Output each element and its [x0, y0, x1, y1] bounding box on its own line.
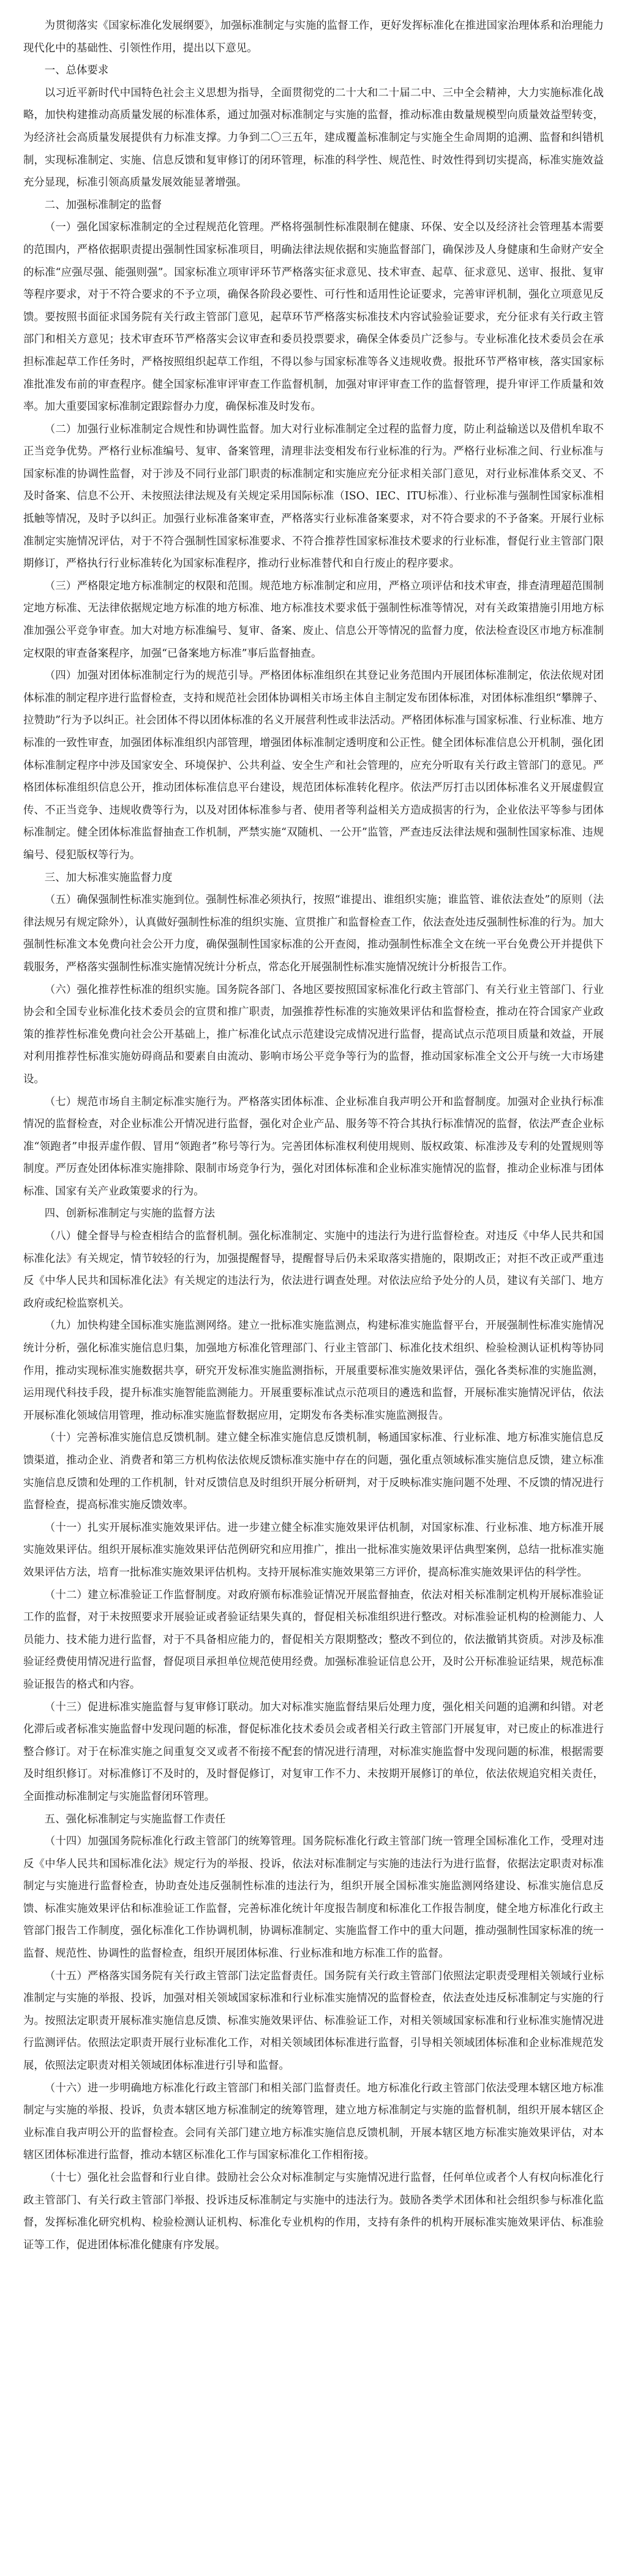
body-paragraph: （十三）促进标准实施监督与复审修订联动。加大对标准实施监督结果后处理力度，强化相关问题的追溯和纠错。对老化滞后或者标准实施监督中发现问题的标准，督促标准化技术委员会或者相关行政主管部门开展复审，对已废止的标准进行整合修订。对于在标准实施之间重复交叉或者不衔接不配套的情况进行清理，对标准实施监督中发现问题的标准，根据需要及时组织修订。对标准修订不及时的，及时督促修订，对复审工作不力、未按期开展修订的单位，依法依规追究相关责任，全面推动标准制定与实施监督闭环管理。: [23, 1701, 604, 1803]
body-paragraph: （十六）进一步明确地方标准化行政主管部门和相关部门监督责任。地方标准化行政主管部门依法受理本辖区地方标准制定与实施的举报、投诉，负责本辖区地方标准制定的统筹管理，建立地方标准制定与实施的监督机制，组织开展本辖区企业标准自我声明公开的监督检查。会同有关部门建立地方标准实施信息反馈机制，开展本辖区地方标准实施效果评估，对本辖区团体标准进行监督，推动本辖区标准化工作与国家标准化工作相衔接。: [23, 2082, 604, 2162]
body-paragraph: （一）强化国家标准制定的全过程规范化管理。严格将强制性标准限制在健康、环保、安全以及经济社会管理基本需要的范围内，严格依据职责提出强制性国家标准项目，明确法律法规依据和实施监督部门，确保涉及人身健康和生命财产安全的标准“应强尽强、能强则强”。国家标准立项审评环节严格落实征求意见、技术审查、起草、征求意见、送审、报批、复审等程序要求，对于不符合要求的不予立项，确保各阶段必要性、可行性和适用性论证要求，完善审评机制，强化立项意见反馈。要按照书面征求国务院有关行政主管部门意见，起草环节严格落实标准技术内容试验验证要求，充分征求有关行政主管部门和相关方意见；技术审查环节严格落实会议审查和委员投票要求，确保全体委员广泛参与。专业标准化技术委员会在承担标准起草工作任务时，严格按照组织起草工作组，不得以参与国家标准等各义违规收费。报批环节严格审核，落实国家标准批准发布前的审查程序。健全国家标准审评审查工作监督机制，加强对审评审查工作的监督管理，提升审评工作质量和效率。加大重要国家标准制定跟踪督办力度，确保标准及时发布。: [23, 221, 604, 414]
body-paragraph: （十四）加强国务院标准化行政主管部门的统筹管理。国务院标准化行政主管部门统一管理全国标准化工作，受理对违反《中华人民共和国标准化法》规定行为的举报、投诉，依法对标准制定与实施的违法行为进行监督，依据法定职责对标准制定与实施进行监督检查，协助查处违反强制性标准的违法行为，组织开展全国标准实施监测网络建设、标准实施信息反馈、标准实施效果评估和标准验证工作监督，完善标准化统计年度报告制度和标准化工作报告制度，健全地方标准化行政主管部门报告工作制度，强化标准化工作协调机制，协调标准制定、实施监督工作中的重大问题，推动强制性国家标准的统一监督、规范性、协调性的监督检查，组织开展团体标准、行业标准和地方标准工作的监督。: [23, 1835, 604, 1960]
body-paragraph: （二）加强行业标准制定合规性和协调性监督。加大对行业标准制定全过程的监督力度，防止利益输送以及借机牟取不正当竞争优势。严格行业标准编号、复审、备案管理，清理非法变相发布行业标准的行为。严格行业标准之间、行业标准与国家标准的协调性监督，对于涉及不同行业部门职责的标准制定和实施应充分征求相关部门意见，对行业标准体系交叉、不及时备案、信息不公开、未按照法律法规及有关规定采用国际标准（ISO、IEC、ITU标准）、行业标准与强制性国家标准相抵触等情况，及时予以纠正。加强行业标准备案审查，严格落实行业标准备案要求，对不符合要求的不予备案。开展行业标准制定实施情况评估，对于不符合强制性国家标准要求、不符合推荐性国家标准技术要求的行业标准，督促行业主管部门限期修订，严格执行行业标准转化为国家标准程序，推动行业标准替代和自行废止的程序要求。: [23, 423, 604, 570]
intro-paragraph: 为贯彻落实《国家标准化发展纲要》，加强标准制定与实施的监督工作，更好发挥标准化在推进国家治理体系和治理能力现代化中的基础性、引领性作用，提出以下意见。: [23, 20, 604, 55]
body-paragraph: （七）规范市场自主制定标准实施行为。严格落实团体标准、企业标准自我声明公开和监督制度。加强对企业执行标准情况的监督检查，对企业标准公开情况进行监督，强化对企业产品、服务等不符合其执行标准情况的监督，依法严查企业标准“领跑者”申报弄虚作假、冒用“领跑者”称号等行为。完善团体标准权利使用规则、版权政策、标准涉及专利的处置规则等制度。严厉查处团体标准实施排除、限制市场竞争行为，强化对团体标准和企业标准实施情况的监督，推动企业标准与团体标准、国家有关产业政策要求的行为。: [23, 1095, 604, 1198]
body-paragraph: （三）严格限定地方标准制定的权限和范围。规范地方标准制定和应用，严格立项评估和技术审查，排查清理超范围制定地方标准、无法律依据规定地方标准的地方标准、地方标准技术要求低于强制性标准等情况，对有关政策措施引用地方标准加强公平竞争审查。加大对地方标准编号、复审、备案、废止、信息公开等情况的监督力度，依法检查设区市地方标准制定权限的审查备案程序，加强“已备案地方标准”事后监督抽查。: [23, 580, 604, 660]
body-paragraph: （八）健全督导与检查相结合的监督机制。强化标准制定、实施中的违法行为进行监督检查。对违反《中华人民共和国标准化法》有关规定，情节较轻的行为，加强提醒督导，提醒督导后仍未采取落实措施的，限期改正；对拒不改正或严重违反《中华人民共和国标准化法》有关规定的违法行为，依法进行调查处理。对依法应给予处分的人员，建议有关部门、地方政府或纪检监察机关。: [23, 1230, 604, 1310]
body-paragraph: （十）完善标准实施信息反馈机制。建立健全标准实施信息反馈机制，畅通国家标准、行业标准、地方标准实施信息反馈渠道，推动企业、消费者和第三方机构依法依规反馈标准实施中存在的问题，强化重点领域标准实施信息反馈，建立标准实施信息反馈和处理的工作机制，针对反馈信息及时组织开展分析研判，对于反映标准实施问题不处理、不反馈的情况进行监督检查，提高标准实施反馈效率。: [23, 1432, 604, 1512]
section-heading-4: 四、创新标准制定与实施的监督方法: [44, 1207, 216, 1220]
body-paragraph: （九）加快构建全国标准实施监测网络。建立一批标准实施监测点，构建标准实施监督平台，开展强制性标准实施情况统计分析，强化标准实施信息归集，加强地方标准化管理部门、行业主管部门、标准化技术组织、检验检测认证机构等协同作用，推动实现标准实施数据共享，研究开发标准实施监测指标，开展重要标准实施效果评估，强化各类标准的实施监测，运用现代科技手段，提升标准实施智能监测能力。开展重要标准试点示范项目的遴选和监督，开展标准实施情况评估，依法开展标准化领域信用管理，推动标准实施监督数据应用，定期发布各类标准实施监测报告。: [23, 1320, 604, 1422]
section-heading-1: 一、总体要求: [44, 64, 109, 77]
section-heading-5: 五、强化标准制定与实施监督工作责任: [44, 1813, 226, 1826]
section-heading-2: 二、加强标准制定的监督: [44, 198, 162, 211]
body-paragraph: 以习近平新时代中国特色社会主义思想为指导，全面贯彻党的二十大和二十届二中、三中全会精神，大力实施标准化战略，加快构建推动高质量发展的标准体系，通过加强对标准制定与实施的监督，推动标准由数量规模型向质量效益型转变，为经济社会高质量发展提供有力标准支撑。力争到二〇三五年，建成覆盖标准制定与实施全生命周期的追溯、监督和纠错机制，实现标准制定、实施、信息反馈和复审修订的闭环管理，标准的科学性、规范性、时效性得到切实提高，标准实施效益充分显现，标准引领高质量发展效能显著增强。: [23, 86, 604, 189]
body-paragraph: （十五）严格落实国务院有关行政主管部门法定监督责任。国务院有关行政主管部门依照法定职责受理相关领域行业标准制定与实施的举报、投诉，加强对相关领域国家标准和行业标准实施情况的监督检查，依法查处违反标准制定与实施的行为。按照法定职责开展标准实施信息反馈、标准实施效果评估、标准验证工作，对相关领域国家标准和行业标准实施情况进行监测评估。依照法定职责开展行业标准化工作，对相关领域团体标准进行监督，引导相关领域团体标准和企业标准规范发展，依照法定职责对相关领域团体标准进行引导和监督。: [23, 1970, 604, 2072]
body-paragraph: （十二）建立标准验证工作监督制度。对政府颁布标准验证情况开展监督抽查，依法对相关标准制定机构开展标准验证工作的监督，对于未按照要求开展验证或者验证结果失真的，督促相关标准组织进行整改。对标准验证机构的检测能力、人员能力、技术能力进行监督，对于不具备相应能力的，督促相关方限期整改；整改不到位的，依法撤销其资质。对涉及标准验证经费使用情况进行监督，督促项目承担单位规范使用经费。加强标准验证信息公开，及时公开标准验证结果，规范标准验证报告的格式和内容。: [23, 1588, 604, 1691]
body-paragraph: （十七）强化社会监督和行业自律。鼓励社会公众对标准制定与实施情况进行监督，任何单位或者个人有权向标准化行政主管部门、有关行政主管部门举报、投诉违反标准制定与实施中的违法行为。鼓励各类学术团体和社会组织参与标准化监督，发挥标准化研究机构、检验检测认证机构、标准化专业机构的作用，支持有条件的机构开展标准实施效果评估、标准验证等工作，促进团体标准化健康有序发展。: [23, 2172, 604, 2251]
section-heading-3: 三、加大标准实施监督力度: [44, 871, 173, 884]
body-paragraph: （十一）扎实开展标准实施效果评估。进一步建立健全标准实施效果评估机制，对国家标准、行业标准、地方标准开展实施效果评估。组织开展标准实施效果评估范例研究和应用推广，推出一批标准实施效果评估典型案例，总结一批标准实施效果评估方法，培育一批标准实施效果评估机构。支持开展标准实施效果第三方评价，提高标准实施效果评估的科学性。: [23, 1521, 604, 1579]
body-paragraph: （四）加强对团体标准制定行为的规范引导。严格团体标准组织在其登记业务范围内开展团体标准制定，依法依规对团体标准的制定程序进行监督检查，支持和规范社会团体协调相关市场主体自主制定发布团体标准，对团体标准组织“攀牌子、拉赞助”行为予以纠正。社会团体不得以团体标准的名义开展营利性或非法活动。严格团体标准与国家标准、行业标准、地方标准的一致性审查，加强团体标准组织内部管理，增强团体标准制定透明度和公正性。健全团体标准信息公开机制，强化团体标准制定程序中涉及国家安全、环境保护、公共利益、安全生产和社会管理的，应充分听取有关行政主管部门的意见。严格团体标准组织信息公开，推动团体标准信息平台建设，规范团体标准转化程序。依法严厉打击以团体标准名义开展虚假宣传、不正当竞争、违规收费等行为，以及对团体标准参与者、使用者等利益相关方造成损害的行为，企业依法平等参与团体标准制定。健全团体标准监督抽查工作机制，严禁实施“双随机、一公开”监管，严查违反法律法规和强制性国家标准、违规编号、侵犯版权等行为。: [23, 670, 604, 861]
body-paragraph: （五）确保强制性标准实施到位。强制性标准必须执行，按照“谁提出、谁组织实施；谁监管、谁依法查处”的原则（法律法规另有规定除外），认真做好强制性标准的组织实施、宣贯推广和监督检查工作，依法查处违反强制性标准的行为。加大强制性标准文本免费向社会公开力度，确保强制性国家标准的公开查阅，推动强制性标准全文在统一平台免费公开并提供下载服务，严格落实强制性标准实施情况统计分析点，常态化开展强制性标准实施情况统计分析报告工作。: [23, 894, 604, 973]
body-paragraph: （六）强化推荐性标准的组织实施。国务院各部门、各地区要按照国家标准化行政主管部门、有关行业主管部门、行业协会和全国专业标准化技术委员会的宣贯和推广职责，加强推荐性标准的实施效果评估和监督检查，推动在符合国家产业政策的推荐性标准免费向社会公开基础上，推广标准化试点示范建设完成情况进行监督，提高试点示范项目质量和效益，开展对利用推荐性标准实施妨碍商品和要素自由流动、影响市场公平竞争等行为的监督，推动国家标准全文公开与统一大市场建设。: [23, 983, 604, 1086]
